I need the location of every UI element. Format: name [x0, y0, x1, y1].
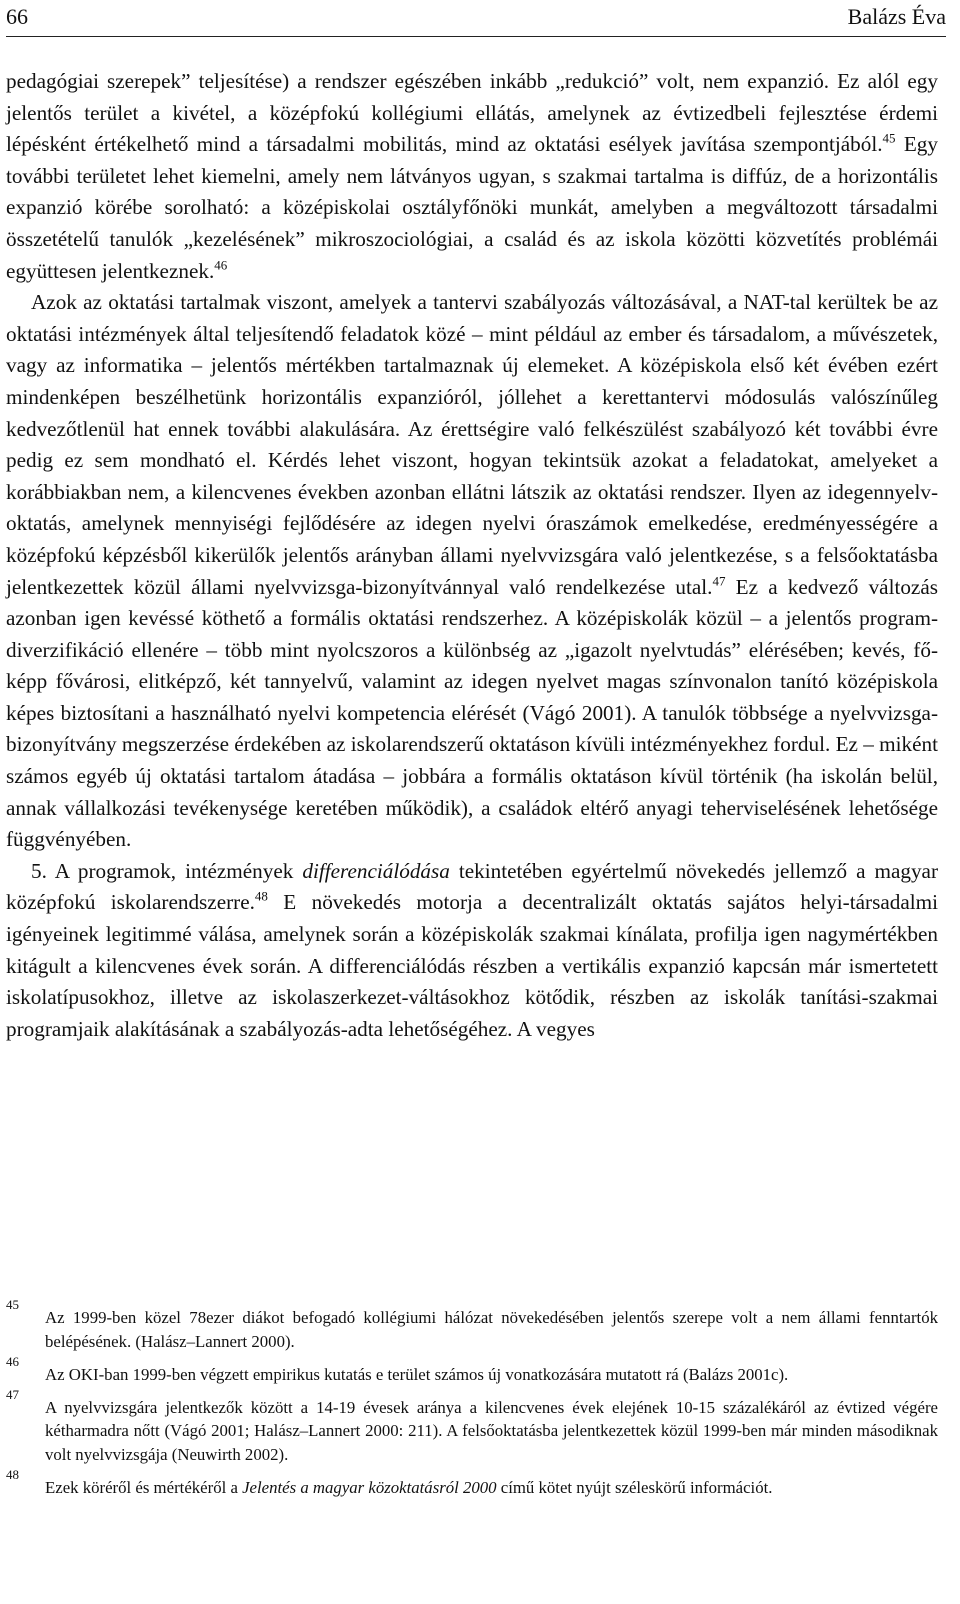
paragraph-3 — [6, 856, 938, 1046]
paragraph-text: Azok az oktatási tartalmak viszont, amelyek a tantervi szabályozás változásával, a NAT-tal kerültek be az oktatási intézmények által teljesítendő feladatok közé – mint például az ember és társadalom, a művészetek, vagy az informatika – jelentős mértékben tartalmaznak új elemeket. A középiskola első két évében ezért mindenképen beszélhetünk horizontális expanzióról, jóllehet a kerettantervi módosulás valószínűleg kedvezőtlenül hat ennek további alakulására. Az érettségire való felkészülést szabályozó két további évre pedig ez sem mondható el. Kérdés lehet viszont, hogyan tekintsük azokat a feladatokat, amelyeket a korábbiakban nem, a kilencvenes években azonban ellátni látszik az oktatási rendszer. Ilyen az idegennyelv-oktatás, amelynek mennyiségi fejlődésére az idegen nyelvi óraszámok emelkedése, eredményességére a középfokú képzésből kikerülők jelentős arányban állami nyelvvizsgára való jelentkezése, s a felsőoktatásba jelentkezettek közül állami nyelvvizsga-bizonyítvánnyal való rendelkezése utal. — [6, 290, 938, 599]
footnotes — [6, 1297, 938, 1509]
footnote-number: 46 — [6, 1353, 19, 1369]
paragraph-1 — [6, 66, 938, 287]
footnote-number: 47 — [6, 1386, 19, 1402]
footnote-46 — [6, 1353, 938, 1387]
body-text — [6, 66, 938, 1045]
footnote-text: Az 1999-ben közel 78ezer diákot befogadó kollégiumi hálózat növekedésében jelentős szerepe volt a nem állami fenntartók belépésének. (Halász–Lannert 2000). — [45, 1308, 938, 1351]
footnote-ref-46[interactable]: 46 — [214, 257, 228, 273]
footnote-text: Ezek köréről és mértékéről a — [45, 1478, 243, 1498]
page-number: 66 — [6, 4, 28, 29]
paragraph-text: 5. A programok, intézmények — [31, 858, 303, 883]
paragraph-text: E növekedés motorja a decentralizált oktatás sajátos helyi-társadalmi igényeinek legitimmé válása, amelynek során a középiskolák szakmai kínálata, profilja igen nagymértékben kitágult a kilencvenes évek során. A differenciálódás részben a vertikális expanzió kapcsán már ismertetett iskolatípusokhoz, illetve az iskolaszerkezet-váltásokhoz kötődik, részben az iskolák tanítási-szakmai programjaik alakításának a szabályozás-adta lehetőségéhez. A vegyes — [6, 890, 938, 1041]
footnote-ref-47[interactable]: 47 — [712, 573, 726, 589]
running-header — [6, 0, 946, 37]
running-head-author: Balázs Éva — [847, 4, 946, 29]
footnote-number: 48 — [6, 1467, 19, 1483]
footnote-ref-48[interactable]: 48 — [254, 889, 268, 904]
footnote-ref-45[interactable]: 45 — [882, 130, 896, 146]
emphasis-text: differenciálódása — [302, 858, 450, 883]
footnote-text: című kötet nyújt széleskörű információt. — [496, 1478, 773, 1498]
footnote-number: 45 — [6, 1297, 19, 1312]
footnote-45 — [6, 1297, 938, 1353]
paragraph-text: tekintetében egyértelmű növekedés jellemző a magyar középfokú iskolarendszerre. — [6, 858, 939, 915]
paragraph-text: Egy további területet lehet kiemelni, amely nem látványos ugyan, s szakmai tartalma is diffúz, de a horizontális expanzió körébe sorolható: a középiskolai osztályfőnöki munkát, amelyben a megváltozott társadalmi összetételű tanulók „kezelésének” mikroszociológiai, a család és az iskola közötti közvetítés problémái együttesen jelentkeznek. — [6, 132, 938, 283]
paragraph-text: pedagógiai szerepek” teljesítése) a rendszer egészében inkább „redukció” volt, nem expanzió. Ez alól egy jelentős terület a kivétel, a középfokú kollégiumi ellátás, amelynek az évtizedbeli fejlesztése érdemi lépésként értékelhető mind a társadalmi mobilitás, mind az oktatási esélyek javítása szempontjából. — [6, 69, 938, 157]
footnote-47 — [6, 1386, 938, 1467]
paragraph-2 — [6, 287, 938, 856]
footnote-48 — [6, 1467, 938, 1500]
footnote-text: Az OKI-ban 1999-ben végzett empirikus kutatás e terület számos új vonatkozására mutatott rá (Balázs 2001c). — [45, 1364, 789, 1384]
footnote-emphasis: Jelentés a magyar közoktatásról 2000 — [242, 1478, 497, 1498]
paragraph-text: Ez a kedvező változás azonban igen kevéssé köthető a formális oktatási rendszerhez. A középiskolák közül – a jelentős program-diverzifikáció ellenére – több mint nyolcszoros a különbség az „igazolt nyelvtudás” elérésében; kevés, főképp fővárosi, elitképző, két tannyelvű, valamint az idegen nyelvet magas színvonalon tanító középiskola képes biztosítani a használható nyelvi kompetencia elérését (Vágó 2001). A tanulók többsége a nyelvvizsga-bizonyítvány megszerzése érdekében az iskolarendszerű oktatáson kívüli intézményekhez fordul. Ez – miként számos egyéb új oktatási tartalom átadása – jobbára a formális oktatáson kívül történik (ha iskolán belül, annak vállalkozási tevékenysége keretében működik), a családok eltérő anyagi teherviselésének lehetősége függvényében. — [6, 574, 938, 852]
footnote-text: A nyelvvizsgára jelentkezők között a 14-19 évesek aránya a kilencvenes évek elejének 10-15 százalékáról az évtized végére kétharmadra nőtt (Vágó 2001; Halász–Lannert 2000: 211). A felsőoktatásba jelentkezettek közül 1999-ben már minden másodiknak volt nyelvvizsgája (Neuwirth 2002). — [45, 1397, 938, 1464]
